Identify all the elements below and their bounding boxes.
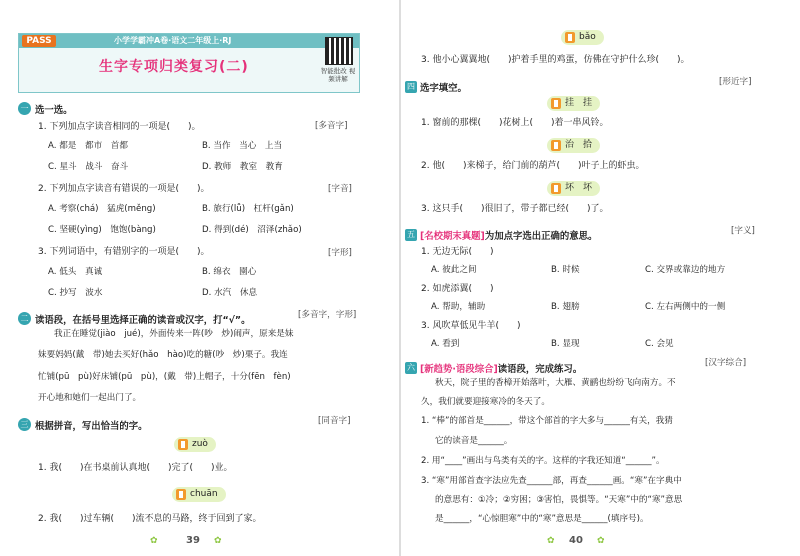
worksheet-header	[18, 33, 360, 93]
question-tag: [字形]	[328, 248, 352, 258]
pinyin-text: zuò	[192, 439, 208, 449]
option[interactable]: B. 绵衣 園心	[202, 267, 257, 277]
left-page	[0, 0, 399, 556]
question: 3. 下列词语中，有错别字的一项是( )。	[38, 247, 210, 257]
question[interactable]: 3. 这只手( )很旧了，带子都已经( )了。	[421, 204, 609, 214]
option[interactable]: B. 翅膀	[551, 302, 580, 312]
pinyin-text: bǎo	[579, 32, 596, 42]
section-title: 为加点字选出正确的意思。	[484, 231, 598, 242]
option[interactable]: C. 星斗 战斗 奋斗	[48, 162, 129, 172]
section-tag: [同音字]	[318, 416, 351, 426]
section-badge: 四	[407, 81, 415, 91]
sprout-icon: ✿	[547, 536, 555, 546]
pencil-icon	[176, 489, 186, 500]
char-choices: 治 拾	[565, 140, 593, 150]
section-5-heading	[405, 224, 597, 243]
section-title: 读语段，完成练习。	[497, 364, 583, 375]
option[interactable]: A. 低头 真诚	[48, 267, 103, 277]
section-3-heading	[18, 414, 148, 433]
option[interactable]: D. 得到(dé) 沼泽(zhǎo)	[202, 225, 302, 235]
section-1-heading	[18, 98, 73, 117]
question[interactable]: 1. 窗前的那棵( )花树上( )着一串风铃。	[421, 118, 609, 128]
section-highlight: [新趋势·语段综合]	[420, 364, 498, 375]
question-cont[interactable]: 它的读音是______。	[435, 436, 513, 446]
option[interactable]: C. 会见	[645, 339, 674, 349]
question-cont: 的意思有：①冷；②穷困；③害怕，畏惧等。“天寒”中的“寒”意思	[435, 495, 683, 505]
passage-line: 秋天，院子里的香樟开始落叶，大雁、黄鹂也纷纷飞向南方。不	[435, 378, 676, 388]
sprout-icon: ✿	[214, 536, 222, 546]
char-card	[547, 138, 600, 153]
section-badge: 五	[407, 229, 415, 239]
sprout-icon: ✿	[597, 536, 605, 546]
question[interactable]: 3. 他小心翼翼地( )护着手里的鸡蛋，仿佛在守护什么珍( )。	[421, 55, 690, 65]
pinyin-text: chuān	[190, 489, 218, 499]
page-number: 39	[186, 535, 200, 546]
option[interactable]: B. 时候	[551, 265, 580, 275]
option[interactable]: C. 坚硬(yìng) 饱饱(bàng)	[48, 225, 156, 235]
section-badge: 二	[18, 312, 31, 325]
option[interactable]: A. 帮助，辅助	[431, 302, 486, 312]
char-card	[547, 181, 600, 196]
brand-logo: PASS	[22, 35, 56, 47]
page-title: 生字专项归类复习(二)	[99, 59, 249, 75]
section-badge: 三	[18, 418, 31, 431]
pencil-icon	[551, 183, 561, 194]
qr-caption: 智能批改 视频讲解	[320, 67, 356, 83]
section-4-heading	[405, 76, 467, 95]
option[interactable]: A. 都是 都市 首都	[48, 141, 128, 151]
option[interactable]: B. 旅行(lǚ) 杠杆(gǎn)	[202, 204, 294, 214]
question-tag: [多音字]	[315, 121, 348, 131]
page-number: 40	[569, 535, 583, 546]
section-title: 选一选。	[35, 105, 73, 116]
question: 1. 下列加点字读音相同的一项是( )。	[38, 122, 201, 132]
option[interactable]: D. 教师 教室 教育	[202, 162, 283, 172]
question[interactable]: 1. “棒”的部首是______，带这个部首的字大多与______有关，我猜	[421, 416, 673, 426]
question: 3. 风吹草低见牛羊( )	[421, 321, 521, 331]
question[interactable]: 1. 我( )在书桌前认真地( )完了( )业。	[38, 463, 233, 473]
pencil-icon	[178, 439, 188, 450]
section-highlight: [名校期末真题]	[420, 231, 485, 242]
section-title: 选字填空。	[420, 83, 467, 94]
passage-line: 妹要妈妈(戴 带)她去买好(hǎo hào)吃的糖(吵 炒)栗子。我连	[38, 350, 288, 360]
pinyin-card	[174, 437, 216, 452]
series-title: 小学学霸冲A卷·语文二年级上·RJ	[114, 36, 232, 45]
section-badge: 六	[407, 362, 415, 372]
pinyin-card	[172, 487, 226, 502]
section-title: 根据拼音，写出恰当的字。	[35, 421, 148, 432]
passage-line: 开心地和她们一起出门了。	[38, 393, 142, 403]
qr-code-icon[interactable]	[325, 37, 353, 65]
pencil-icon	[565, 32, 575, 43]
option[interactable]: B. 当作 当心 上当	[202, 141, 283, 151]
right-page	[401, 0, 800, 556]
pencil-icon	[551, 98, 561, 109]
question: 1. 无边无际( )	[421, 247, 494, 257]
question[interactable]: 2. 用“____”画出与鸟类有关的字。这样的字我还知道“______”。	[421, 456, 665, 466]
option[interactable]: C. 交界或靠边的地方	[645, 265, 726, 275]
passage-line: 忙铺(pū pù)好床铺(pū pù)，(戴 带)上帽子，十分(fēn fèn)	[38, 372, 291, 382]
option[interactable]: A. 彼此之间	[431, 265, 477, 275]
section-badge: 一	[18, 102, 31, 115]
pinyin-card	[561, 30, 604, 45]
passage-line: 久，我们就要迎接寒冷的冬天了。	[421, 397, 550, 407]
passage-line: 我正在睡觉(jiào jué)，外面传来一阵(吵 炒)闹声，原来是妹	[54, 329, 294, 339]
question-cont[interactable]: 是______，“心惊胆寒”中的“寒”意思是______(填序号)。	[435, 514, 649, 524]
section-tag: [汉字综合]	[705, 358, 747, 368]
option[interactable]: B. 显现	[551, 339, 580, 349]
section-title: 读语段，在括号里选择正确的读音或汉字，打“√”。	[35, 315, 251, 326]
section-2-heading	[18, 308, 250, 327]
option[interactable]: C. 左右两侧中的一侧	[645, 302, 726, 312]
question[interactable]: 2. 他( )来梯子，给门前的葫芦( )叶子上的虾虫。	[421, 161, 645, 171]
option[interactable]: C. 抄写 波水	[48, 288, 103, 298]
pencil-icon	[551, 140, 561, 151]
section-tag: [多音字，字形]	[298, 310, 357, 320]
section-tag: [字义]	[731, 226, 755, 236]
question: 2. 如虎添翼( )	[421, 284, 494, 294]
sprout-icon: ✿	[150, 536, 158, 546]
question-tag: [字音]	[328, 184, 352, 194]
question[interactable]: 3. “寒”用部首查字法应先查______部，再查______画。“寒”在字典中	[421, 476, 682, 486]
question[interactable]: 2. 我( )过车辆( )流不息的马路，终于回到了家。	[38, 514, 262, 524]
option[interactable]: D. 水汽 休息	[202, 288, 258, 298]
option[interactable]: A. 考察(chá) 猛虎(měng)	[48, 204, 156, 214]
char-choices: 挂 挂	[565, 98, 593, 108]
char-card	[547, 96, 600, 111]
question: 2. 下列加点字读音有错误的一项是( )。	[38, 184, 210, 194]
char-choices: 坏 坏	[565, 183, 593, 193]
option[interactable]: A. 看到	[431, 339, 460, 349]
section-tag: [形近字]	[719, 77, 752, 87]
section-6-heading	[405, 357, 582, 376]
